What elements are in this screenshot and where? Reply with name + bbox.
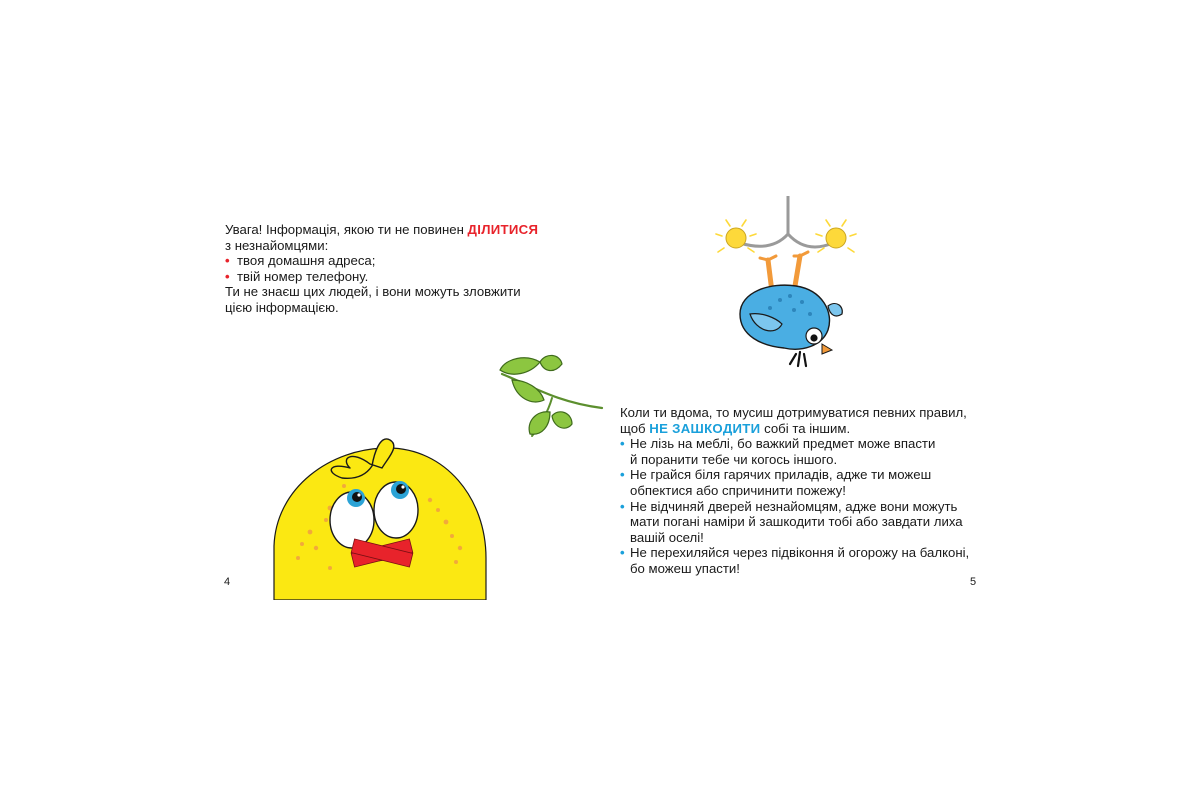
bullet-text: обпектися або спричинити пожежу!: [630, 482, 846, 498]
right-intro-line-2: [620, 421, 990, 437]
right-intro-highlight: НЕ ЗАШКОДИТИ: [649, 420, 761, 436]
right-page-text: [620, 405, 990, 577]
page-number: 5: [970, 576, 977, 588]
list-item: [620, 436, 990, 467]
bullet-text: Не грайся біля гарячих приладів, адже ти можеш: [630, 467, 932, 483]
chick-illustration: [270, 428, 490, 600]
leaf-icons: [500, 355, 572, 434]
list-item: [620, 499, 990, 546]
list-item: [225, 269, 565, 285]
left-page-text: [225, 222, 565, 316]
right-intro-prefix: щоб: [620, 420, 650, 436]
branch-illustration: [496, 352, 604, 448]
bullet-icon: •: [620, 436, 625, 452]
right-intro-line-1: Коли ти вдома, то мусиш дотримуватися певних правил,: [620, 405, 967, 420]
lamp-bulb-icon: [716, 220, 756, 252]
page-number: 4: [224, 576, 231, 588]
left-closing-line-1: Ти не знаєш цих людей, і вони можуть зловжити: [225, 284, 521, 300]
list-item: [620, 467, 990, 498]
bullet-icon: •: [620, 545, 625, 561]
bird-tuft: [790, 352, 806, 366]
bullet-text: й поранити тебе чи когось іншого.: [630, 451, 838, 467]
bullet-text: мати погані наміри й зашкодити тобі або завдати лиха: [630, 514, 963, 530]
bullet-text: твоя домашня адреса;: [237, 253, 376, 269]
bullet-icon: •: [225, 268, 230, 284]
left-intro-highlight: ДІЛИТИСЯ: [467, 222, 539, 237]
left-bullet-list: [225, 253, 565, 284]
bullet-text: Не відчиняй дверей незнайомцям, адже вони можуть: [630, 498, 958, 514]
right-page: [600, 0, 1200, 800]
bullet-text: твій номер телефону.: [237, 268, 369, 284]
list-item: [620, 545, 990, 576]
bird-illustration: [710, 196, 860, 372]
bullet-text: Не перехиляйся через підвіконня й огорожу на балконі,: [630, 545, 970, 561]
bird-beak: [822, 344, 832, 354]
right-intro-suffix: собі та іншим.: [760, 420, 851, 436]
bullet-icon: •: [225, 253, 230, 269]
bullet-icon: •: [620, 467, 625, 483]
left-intro-line: [225, 222, 565, 238]
right-bullet-list: [620, 436, 990, 576]
left-closing-line-2: цією інформацією.: [225, 299, 339, 315]
bullet-text: бо можеш упасти!: [630, 560, 740, 576]
list-item: [225, 253, 565, 269]
left-intro-suffix: з незнайомцями:: [225, 237, 329, 253]
bullet-text: Не лізь на меблі, бо важкий предмет може впасти: [630, 436, 936, 452]
bullet-text: вашій оселі!: [630, 529, 704, 545]
left-intro-prefix: Увага! Інформація, якою ти не повинен: [225, 222, 468, 237]
bullet-icon: •: [620, 498, 625, 514]
